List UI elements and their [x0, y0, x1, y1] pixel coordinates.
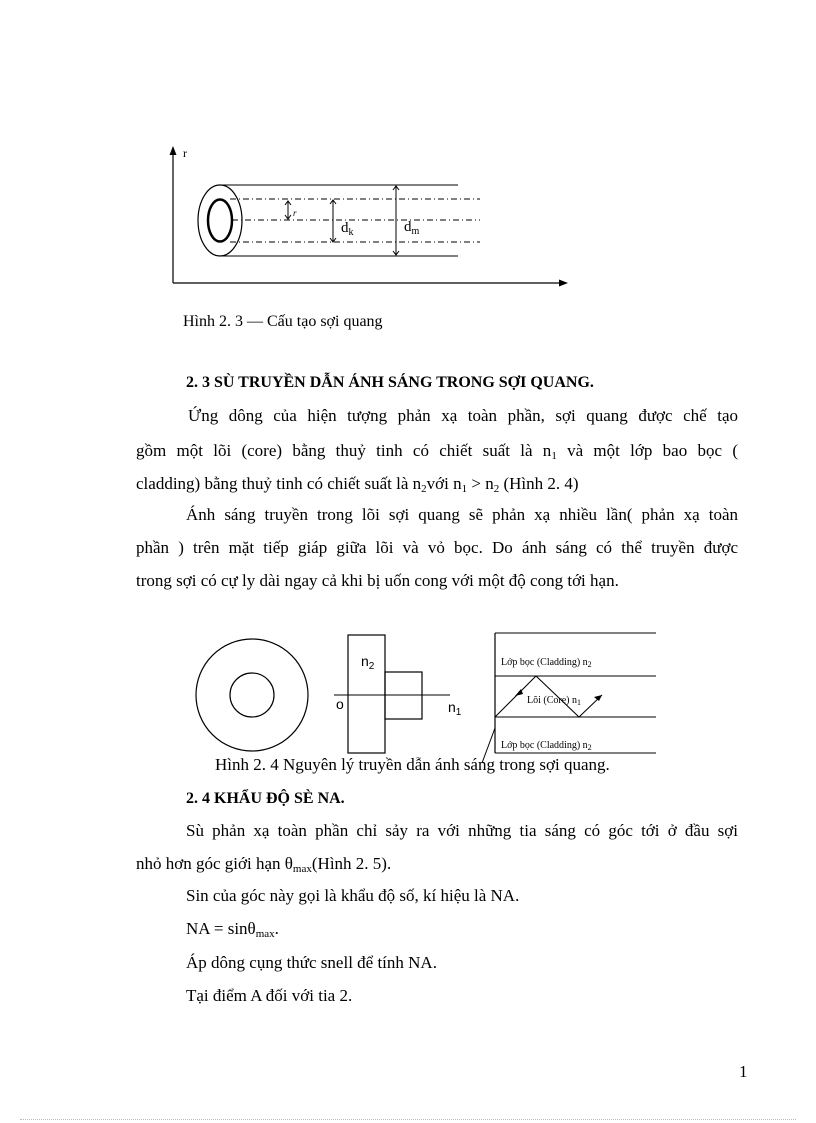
- fiber-structure-figure: [150, 140, 590, 300]
- section-2-3-heading: 2. 3 SÙ TRUYỀN DẪN ÁNH SÁNG TRONG SỢI QUANG.: [186, 374, 594, 391]
- radius-mark: r: [293, 208, 297, 218]
- dk-label: $d_k$: [341, 220, 354, 238]
- n1-label: $n_1$: [448, 699, 462, 718]
- page-number: 1: [739, 1062, 748, 1081]
- figure-2-3-caption: Hình 2. 3 — Cấu tạo sợi quang: [183, 313, 383, 330]
- r-axis-label: r: [183, 146, 187, 160]
- dm-label: $d_m$: [404, 219, 420, 237]
- light-propagation-figure: [190, 625, 670, 765]
- cladding-bottom-label: Lớp bọc (Cladding) $n_2$: [501, 740, 592, 752]
- origin-label: o: [336, 696, 344, 712]
- cladding-top-label: Lớp bọc (Cladding) $n_2$: [501, 657, 592, 669]
- section-2-4-line6: Tại điểm A đối với tia 2.: [186, 986, 353, 1005]
- section-2-4-line5: Áp dông cụng thức snell để tính NA.: [186, 953, 437, 972]
- section-2-3-p1-line2: gồm một lõi (core) bằng thuỷ tinh có chiết suất là $n_1$ và một lớp bao bọc (: [136, 441, 738, 462]
- section-2-3-p2-line3: trong sợi có cự ly dài ngay cả khi bị uốn cong với một độ cong tới hạn.: [136, 571, 619, 590]
- page-bottom-rule: [20, 1119, 796, 1120]
- core-cross-section: [230, 673, 274, 717]
- section-2-3-p1-line1: Ứng dông của hiện tượng phản xạ toàn phần, sợi quang được chế tạo: [188, 406, 738, 425]
- section-2-4-heading: 2. 4 KHẨU ĐỘ SÈ NA.: [186, 790, 345, 807]
- na-formula: NA = sinθ$_{max}$.: [186, 919, 279, 940]
- r-axis-arrow: [170, 146, 177, 155]
- x-axis-arrow: [559, 280, 568, 287]
- section-2-4-line3: Sin của góc này gọi là khẩu độ số, kí hiệu là NA.: [186, 886, 520, 905]
- fiber-core-end: [208, 200, 232, 242]
- section-2-3-p1-line3: cladding) bằng thuỷ tinh có chiết suất là $n_2với$ $n_1 > n_2$ (Hình 2. 4): [136, 474, 579, 495]
- section-2-3-p2-line1: Ánh sáng truyền trong lõi sợi quang sẽ phản xạ nhiều lần( phản xạ toàn: [186, 505, 738, 524]
- section-2-3-p2-line2: phần ) trên mặt tiếp giáp giữa lõi và vỏ bọc. Do ánh sáng có thể truyền được: [136, 538, 738, 557]
- n2-label: $n_2$: [361, 653, 375, 672]
- figure-2-4-caption: Hình 2. 4 Nguyên lý truyền dẫn ánh sáng trong sợi quang.: [215, 755, 610, 774]
- core-label: Lõi (Core) $n_1$: [527, 695, 581, 707]
- section-2-4-line1: Sù phản xạ toàn phần chỉ sảy ra với những tia sáng có góc tới ở đầu sợi: [186, 821, 738, 840]
- section-2-4-line2: nhỏ hơn góc giới hạn $\theta_{max}(Hình$ 2. 5).: [136, 854, 392, 875]
